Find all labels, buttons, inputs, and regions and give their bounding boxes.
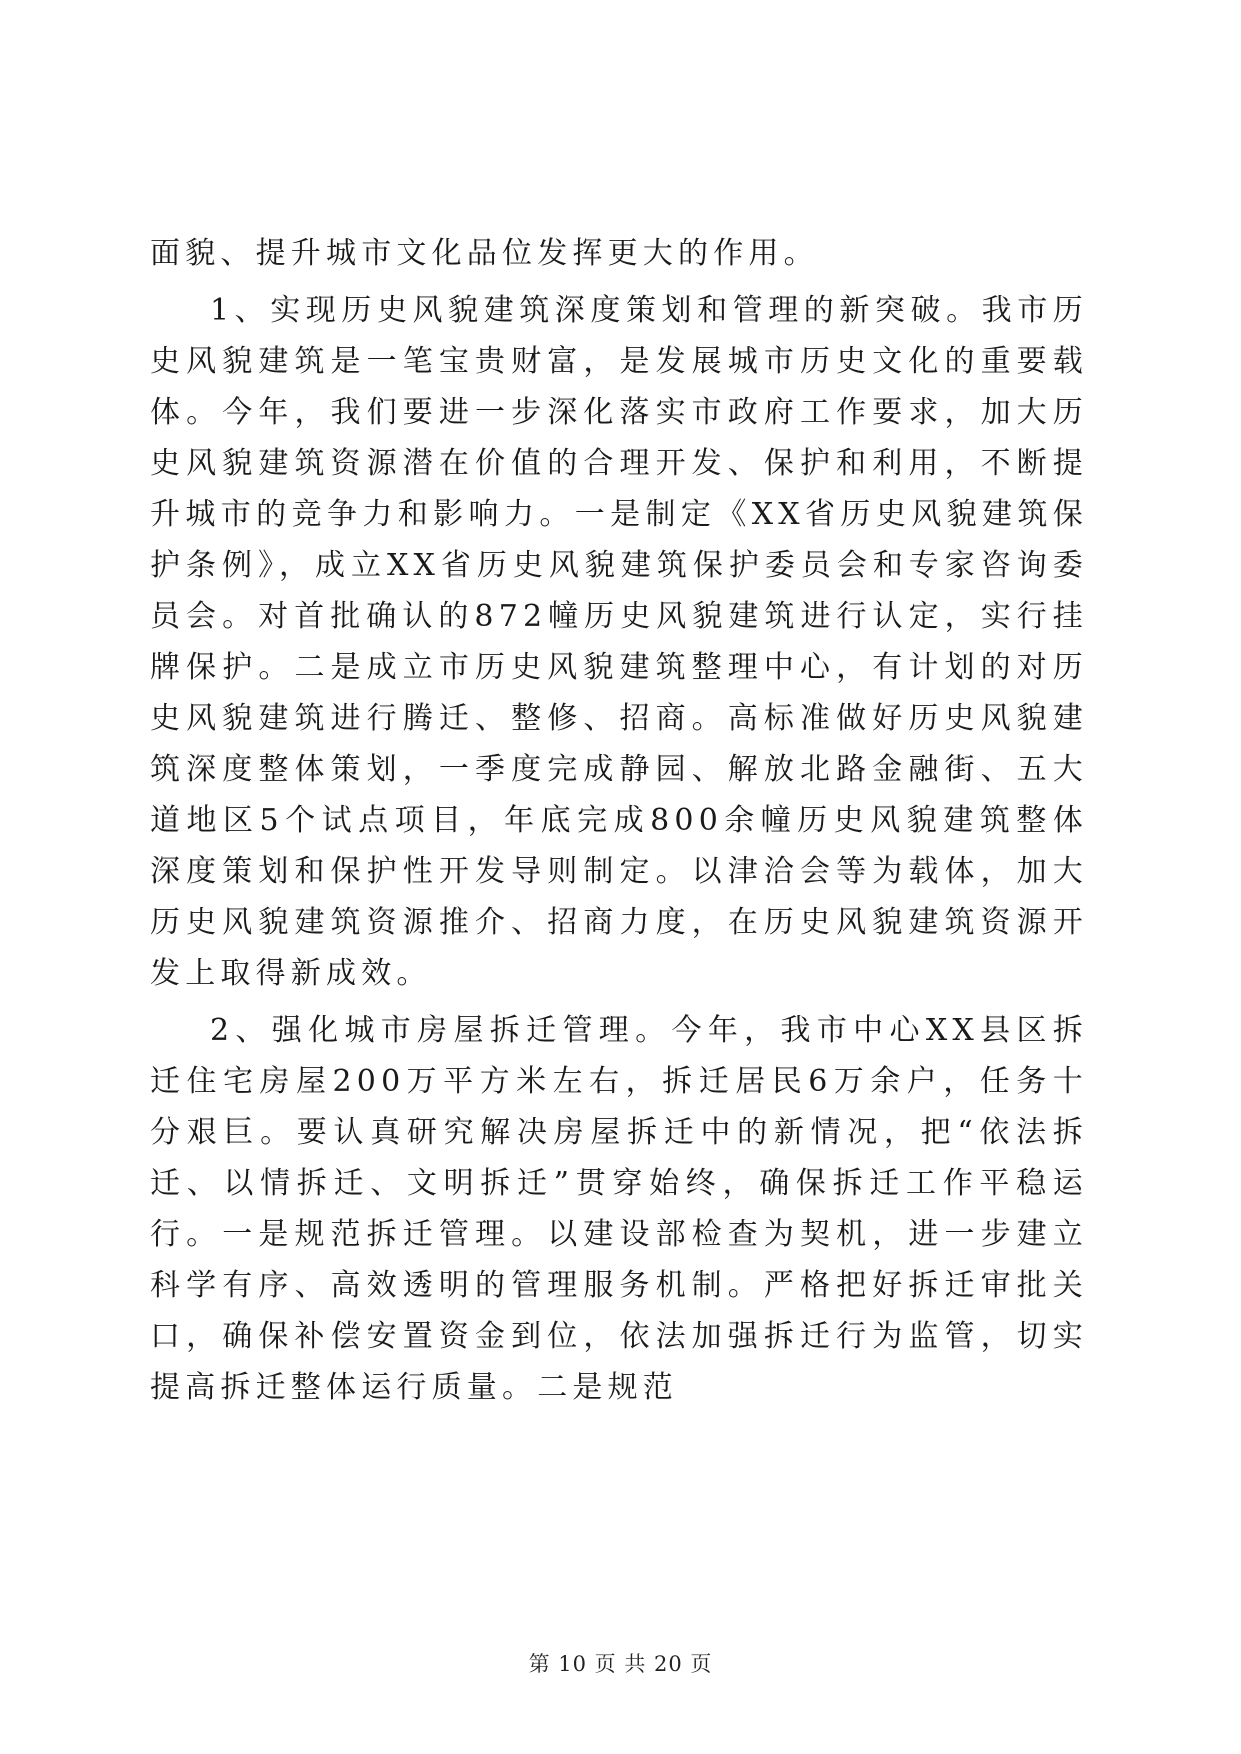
paragraph-historic-buildings: 1、实现历史风貌建筑深度策划和管理的新突破。我市历史风貌建筑是一笔宝贵财富，是发展城市历史文化的重要载体。今年，我们要进一步深化落实市政府工作要求，加大历史风貌建筑资源潜在价值的合理开发、保护和利用，不断提升城市的竞争力和影响力。一是制定《XX省历史风貌建筑保护条例》，成立XX省历史风貌建筑保护委员会和专家咨询委员会。对首批确认的872幢历史风貌建筑进行认定，实行挂牌保护。二是成立市历史风貌建筑整理中心，有计划的对历史风貌建筑进行腾迁、整修、招商。高标准做好历史风貌建筑深度整体策划，一季度完成静园、解放北路金融街、五大道地区5个试点项目，年底完成800余幢历史风貌建筑整体深度策划和保护性开发导则制定。以津洽会等为载体，加大历史风貌建筑资源推介、招商力度，在历史风貌建筑资源开发上取得新成效。 <box>150 293 1088 991</box>
paragraph-continuation: 面貌、提升城市文化品位发挥更大的作用。 <box>150 236 819 271</box>
page-number-footer: 第 10 页 共 20 页 <box>528 1652 713 1676</box>
paragraph-demolition-management: 2、强化城市房屋拆迁管理。今年，我市中心XX县区拆迁住宅房屋200万平方米左右，拆迁居民6万余户，任务十分艰巨。要认真研究解决房屋拆迁中的新情况，把“依法拆迁、以情拆迁、文明拆迁”贯穿始终，确保拆迁工作平稳运行。一是规范拆迁管理。以建设部检查为契机，进一步建立科学有序、高效透明的管理服务机制。严格把好拆迁审批关口，确保补偿安置资金到位，依法加强拆迁行为监管，切实提高拆迁整体运行质量。二是规范 <box>150 1013 1088 1405</box>
document-body <box>150 228 1088 1419</box>
